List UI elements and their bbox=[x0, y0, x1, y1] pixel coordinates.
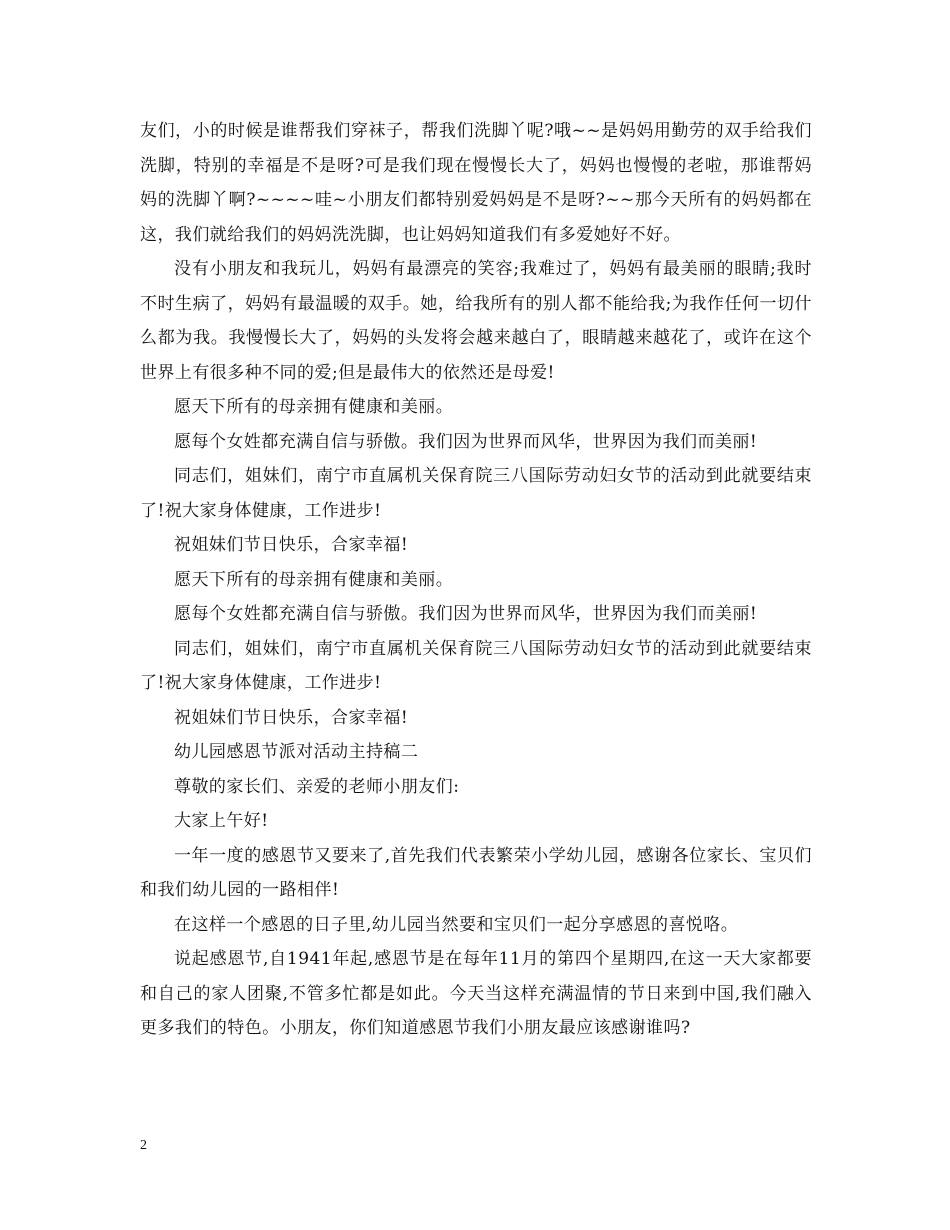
paragraph: 友们，小的时候是谁帮我们穿袜子，帮我们洗脚丫呢?哦~~是妈妈用勤劳的双手给我们洗脚，特别的幸福是不是呀?可是我们现在慢慢长大了，妈妈也慢慢的老啦，那谁帮妈妈的洗脚丫啊?~~~~哇~小朋友们都特别爱妈妈是不是呀?~~那今天所有的妈妈都在这，我们就给我们的妈妈洗洗脚，也让妈妈知道我们有多爱她好不好。 bbox=[140, 121, 812, 245]
section-heading: 幼儿园感恩节派对活动主持稿二 bbox=[174, 742, 419, 762]
paragraph: 愿天下所有的母亲拥有健康和美丽。 bbox=[174, 397, 454, 417]
document-body bbox=[140, 114, 812, 1046]
paragraph: 尊敬的家长们、亲爱的老师小朋友们: bbox=[174, 776, 460, 797]
paragraph: 祝姐妹们节日快乐，合家幸福! bbox=[174, 707, 409, 728]
paragraph: 同志们，姐妹们，南宁市直属机关保育院三八国际劳动妇女节的活动到此就要结束了!祝大家身体健康，工作进步! bbox=[140, 638, 812, 693]
paragraph: 愿每个女姓都充满自信与骄傲。我们因为世界而风华，世界因为我们而美丽! bbox=[174, 431, 758, 452]
paragraph: 愿天下所有的母亲拥有健康和美丽。 bbox=[174, 569, 454, 590]
paragraph: 祝姐妹们节日快乐，合家幸福! bbox=[174, 535, 409, 555]
paragraph: 大家上午好! bbox=[174, 811, 269, 831]
page-number: 2 bbox=[140, 1138, 147, 1153]
paragraph: 同志们，姐妹们，南宁市直属机关保育院三八国际劳动妇女节的活动到此就要结束了!祝大家身体健康，工作进步! bbox=[140, 466, 812, 521]
paragraph: 愿每个女姓都充满自信与骄傲。我们因为世界而风华，世界因为我们而美丽! bbox=[174, 604, 758, 624]
paragraph: 在这样一个感恩的日子里,幼儿园当然要和宝贝们一起分享感恩的喜悦咯。 bbox=[174, 914, 739, 935]
paragraph: 没有小朋友和我玩儿，妈妈有最漂亮的笑容;我难过了，妈妈有最美丽的眼睛;我时不时生病了，妈妈有最温暖的双手。她，给我所有的别人都不能给我;为我作任何一切什么都为我。我慢慢长大了，妈妈的头发将会越来越白了，眼睛越来越花了，或许在这个世界上有很多种不同的爱;但是最伟大的依然还是母爱! bbox=[140, 259, 812, 383]
paragraph: 一年一度的感恩节又要来了,首先我们代表繁荣小学幼儿园，感谢各位家长、宝贝们和我们幼儿园的一路相伴! bbox=[140, 845, 812, 900]
paragraph: 说起感恩节,自1941年起,感恩节是在每年11月的第四个星期四,在这一天大家都要和自己的家人团聚,不管多忙都是如此。今天当这样充满温情的节日来到中国,我们融入更多我们的特色。小朋友，你们知道感恩节我们小朋友最应该感谢谁吗? bbox=[140, 949, 812, 1038]
